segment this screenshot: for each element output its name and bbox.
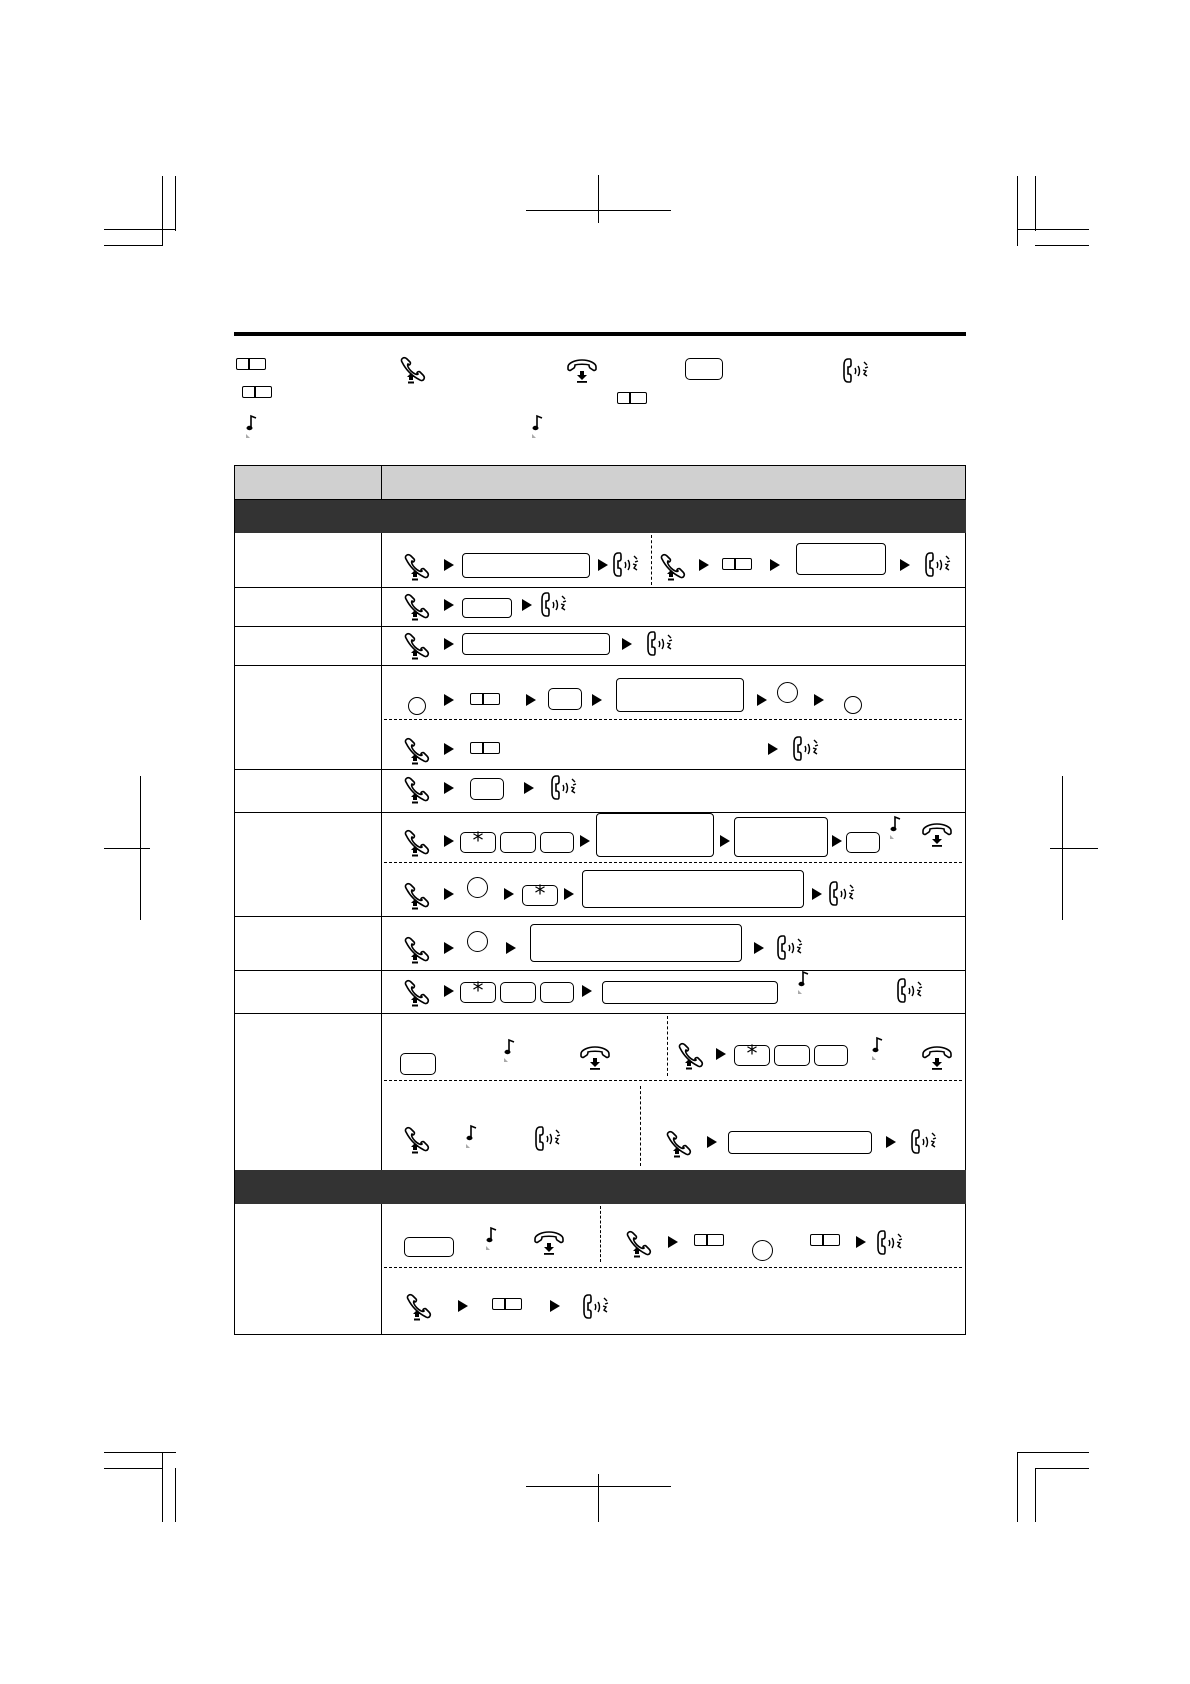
star-key-icon: * <box>460 832 496 853</box>
talk-icon <box>646 629 676 659</box>
tone-icon <box>872 1036 886 1062</box>
talk-icon <box>876 1228 906 1258</box>
on-hook-icon <box>567 358 599 386</box>
talk-icon <box>540 590 570 620</box>
off-hook-icon <box>402 632 432 662</box>
arrow-icon <box>668 1236 678 1248</box>
arrow-icon <box>444 743 454 755</box>
fixed-button-icon <box>400 1053 436 1075</box>
arrow-icon <box>444 694 454 706</box>
off-hook-icon <box>402 593 432 623</box>
off-hook-icon <box>402 776 432 806</box>
fixed-button-icon <box>540 832 574 853</box>
arrow-icon <box>812 888 822 900</box>
input-box <box>462 553 590 578</box>
arrow-icon <box>720 835 730 847</box>
arrow-icon <box>506 942 516 954</box>
arrow-icon <box>444 942 454 954</box>
off-hook-icon <box>402 553 432 583</box>
flexible-button-icon <box>470 693 500 705</box>
arrow-icon <box>444 559 454 571</box>
arrow-icon <box>757 694 767 706</box>
arrow-icon <box>444 985 454 997</box>
off-hook-icon <box>398 356 428 386</box>
fixed-button-icon <box>685 358 723 380</box>
arrow-icon <box>598 559 608 571</box>
tone-icon <box>890 815 904 841</box>
flexible-button-icon <box>236 358 266 370</box>
arrow-icon <box>444 782 454 794</box>
input-box <box>582 870 804 908</box>
arrow-icon <box>526 694 536 706</box>
star-key-icon: * <box>460 982 496 1003</box>
on-hook-icon <box>534 1230 566 1258</box>
talk-icon <box>842 356 872 386</box>
tone-icon <box>486 1226 500 1252</box>
flexible-button-icon <box>242 386 272 398</box>
input-box <box>728 1131 872 1154</box>
fixed-button-icon <box>404 1237 454 1257</box>
input-box <box>602 981 778 1004</box>
arrow-icon <box>444 638 454 650</box>
off-hook-icon <box>664 1130 694 1160</box>
tone-icon <box>466 1124 480 1150</box>
fixed-button-icon <box>548 688 582 710</box>
circle-key <box>467 931 488 952</box>
flexible-button-icon <box>492 1298 522 1310</box>
circle-key <box>777 682 798 703</box>
fixed-button-icon <box>814 1045 848 1066</box>
arrow-icon <box>524 782 534 794</box>
section-bar-1 <box>234 500 966 533</box>
arrow-icon <box>458 1300 468 1312</box>
flexible-button-icon <box>617 392 647 404</box>
tone-icon <box>532 414 546 440</box>
off-hook-icon <box>404 1293 434 1323</box>
input-box <box>530 924 742 962</box>
talk-icon <box>910 1127 940 1157</box>
fixed-button-icon <box>500 982 536 1003</box>
arrow-icon <box>856 1236 866 1248</box>
arrow-icon <box>582 985 592 997</box>
fixed-button-icon <box>540 982 574 1003</box>
circle-key <box>752 1240 773 1261</box>
arrow-icon <box>886 1136 896 1148</box>
arrow-icon <box>522 599 532 611</box>
title-rule <box>234 332 966 336</box>
input-box <box>616 678 744 712</box>
arrow-icon <box>707 1136 717 1148</box>
arrow-icon <box>550 1300 560 1312</box>
fixed-button-icon <box>774 1045 810 1066</box>
input-box <box>734 817 828 857</box>
off-hook-icon <box>402 737 432 767</box>
circle-key <box>467 877 488 898</box>
arrow-icon <box>832 835 842 847</box>
circle-key <box>844 696 862 714</box>
talk-icon <box>776 933 806 963</box>
star-key-icon: * <box>734 1045 770 1066</box>
off-hook-icon <box>402 829 432 859</box>
table-header-operation <box>381 465 966 500</box>
tone-icon <box>798 970 812 996</box>
talk-icon <box>896 976 926 1006</box>
talk-icon <box>582 1292 612 1322</box>
star-key-icon: * <box>522 885 558 906</box>
talk-icon <box>534 1124 564 1154</box>
input-box <box>462 598 512 618</box>
arrow-icon <box>504 888 514 900</box>
arrow-icon <box>564 888 574 900</box>
arrow-icon <box>900 559 910 571</box>
tone-icon <box>504 1038 518 1064</box>
circle-key <box>408 697 426 715</box>
fixed-button-icon <box>500 832 536 853</box>
on-hook-icon <box>922 1045 954 1073</box>
on-hook-icon <box>922 822 954 850</box>
section-bar-2 <box>234 1170 966 1204</box>
talk-icon <box>792 734 822 764</box>
arrow-icon <box>592 694 602 706</box>
input-box <box>462 633 610 655</box>
flexible-button-icon <box>722 558 752 570</box>
fixed-button-icon <box>470 778 504 800</box>
talk-icon <box>612 550 642 580</box>
off-hook-icon <box>658 553 688 583</box>
table-header-feature <box>234 465 382 500</box>
off-hook-icon <box>624 1230 654 1260</box>
off-hook-icon <box>402 1126 432 1156</box>
input-box <box>596 813 714 857</box>
arrow-icon <box>754 942 764 954</box>
off-hook-icon <box>402 936 432 966</box>
flexible-button-icon <box>810 1234 840 1246</box>
arrow-icon <box>716 1048 726 1060</box>
fixed-button-icon <box>846 832 880 853</box>
off-hook-icon <box>676 1042 706 1072</box>
flexible-button-icon <box>470 742 500 754</box>
arrow-icon <box>814 694 824 706</box>
input-box <box>796 543 886 575</box>
arrow-icon <box>444 599 454 611</box>
arrow-icon <box>768 743 778 755</box>
tone-icon <box>246 414 260 440</box>
flexible-button-icon <box>694 1234 724 1246</box>
arrow-icon <box>444 888 454 900</box>
arrow-icon <box>770 559 780 571</box>
on-hook-icon <box>580 1045 612 1073</box>
arrow-icon <box>444 835 454 847</box>
off-hook-icon <box>402 882 432 912</box>
off-hook-icon <box>402 979 432 1009</box>
talk-icon <box>550 773 580 803</box>
arrow-icon <box>580 835 590 847</box>
arrow-icon <box>622 638 632 650</box>
talk-icon <box>828 879 858 909</box>
arrow-icon <box>699 559 709 571</box>
talk-icon <box>924 550 954 580</box>
